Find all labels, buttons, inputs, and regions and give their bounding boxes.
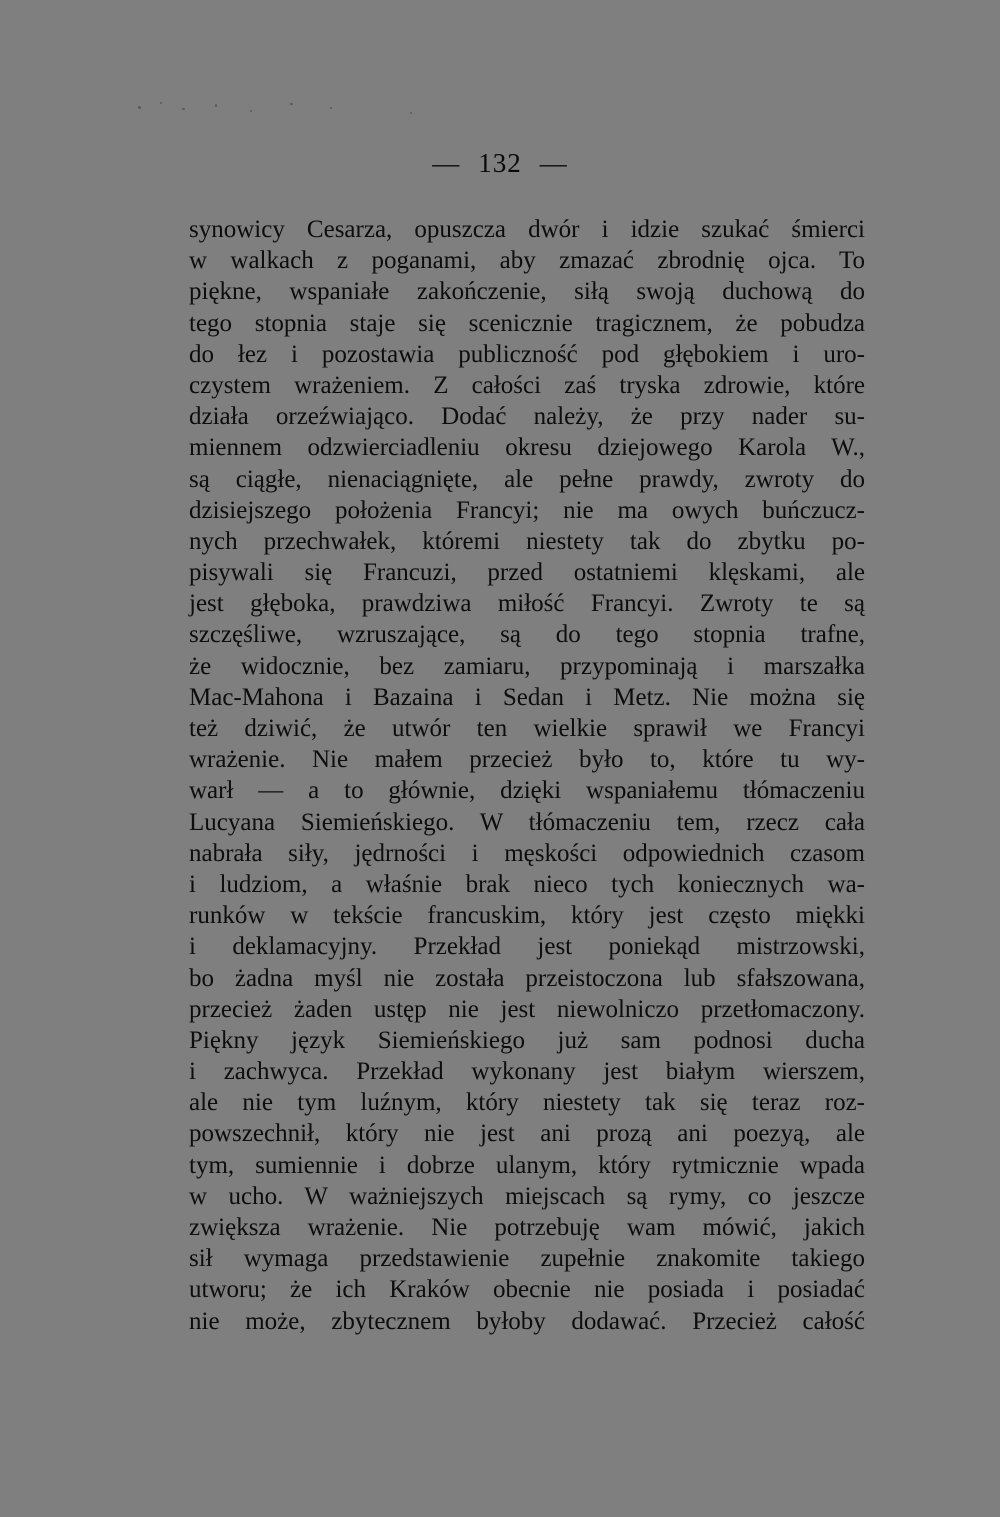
- text-line: sił wymaga przedstawienie zupełnie znakomite takiego: [189, 1245, 865, 1273]
- text-line: przecież żaden ustęp nie jest niewolniczo przetłomaczony.: [189, 995, 865, 1023]
- speck: [410, 112, 412, 114]
- text-line: wrażenie. Nie małem przecież było to, które tu wy-: [189, 746, 865, 774]
- speck: [215, 104, 217, 107]
- text-line: do łez i pozostawia publiczność pod głębokiem i uro-: [189, 340, 865, 368]
- speck: [182, 108, 185, 110]
- text-line: Piękny język Siemieńskiego już sam podnosi ducha: [189, 1026, 865, 1054]
- text-line: jest głęboka, prawdziwa miłość Francyi. Zwroty te są: [189, 590, 865, 618]
- text-line: zwiększa wrażenie. Nie potrzebuję wam mówić, jakich: [189, 1214, 865, 1241]
- text-line: synowicy Cesarza, opuszcza dwór i idzie szukać śmierci: [189, 216, 865, 243]
- text-line: pisywali się Francuzi, przed ostatniemi klęskami, ale: [189, 559, 865, 587]
- text-line: w ucho. W ważniejszych miejscach są rymy, co jeszcze: [189, 1182, 865, 1210]
- text-line: nie może, zbytecznem byłoby dodawać. Przecież całość: [189, 1307, 865, 1335]
- text-line: miennem odzwierciadleniu okresu dziejowego Karola W.,: [189, 434, 865, 462]
- text-line: Lucyana Siemieńskiego. W tłómaczeniu tem, rzecz cała: [189, 808, 865, 836]
- text-line: szczęśliwe, wzruszające, są do tego stopnia trafne,: [189, 621, 865, 649]
- text-line: utworu; że ich Kraków obecnie nie posiada i posiadać: [189, 1276, 865, 1304]
- text-line: bo żadna myśl nie została przeistoczona lub sfałszowana,: [189, 964, 865, 992]
- page-number-dash-right: —: [539, 148, 568, 178]
- text-line: nych przechwałek, któremi niestety tak do zbytku po-: [189, 527, 865, 555]
- text-line: tego stopnia staje się scenicznie tragicznem, że pobudza: [189, 309, 865, 337]
- text-line: runków w tekście francuskim, który jest często miękki: [189, 902, 865, 930]
- text-line: nabrała siły, jędrności i męskości odpowiednich czasom: [189, 839, 865, 867]
- speck: [250, 110, 252, 112]
- text-line: działa orzeźwiająco. Dodać należy, że przy nader su-: [189, 403, 865, 431]
- speck: [290, 103, 293, 105]
- text-line: ale nie tym luźnym, który niestety tak się teraz roz-: [189, 1089, 865, 1117]
- speck: [138, 106, 141, 109]
- page-number: 132: [478, 148, 522, 178]
- text-line: dzisiejszego położenia Francyi; nie ma owych buńczucz-: [189, 496, 865, 524]
- text-line: piękne, wspaniałe zakończenie, siłą swoją duchową do: [189, 278, 865, 306]
- page-number-header: [0, 148, 1000, 179]
- text-line: że widocznie, bez zamiaru, przypominają i marszałka: [189, 652, 865, 680]
- page-number-dash-left: —: [432, 148, 461, 178]
- text-line: są ciągłe, nienaciągnięte, ale pełne prawdy, zwroty do: [189, 465, 865, 493]
- text-line: i zachwyca. Przekład wykonany jest białym wierszem,: [189, 1058, 865, 1086]
- text-line: i ludziom, a właśnie brak nieco tych koniecznych wa-: [189, 870, 865, 898]
- print-specks-decoration: [120, 98, 450, 128]
- body-text: [189, 214, 865, 1337]
- speck: [330, 107, 332, 109]
- text-line: i deklamacyjny. Przekład jest poniekąd mistrzowski,: [189, 933, 865, 961]
- text-line: w walkach z poganami, aby zmazać zbrodnię ojca. To: [189, 247, 865, 275]
- text-line: warł — a to głównie, dzięki wspaniałemu tłómaczeniu: [189, 777, 865, 805]
- text-line: też dziwić, że utwór ten wielkie sprawił we Francyi: [189, 715, 865, 742]
- text-line: powszechnił, który nie jest ani prozą ani poezyą, ale: [189, 1120, 865, 1148]
- text-line: Mac-Mahona i Bazaina i Sedan i Metz. Nie można się: [189, 683, 865, 711]
- text-line: czystem wrażeniem. Z całości zaś tryska zdrowie, które: [189, 371, 865, 399]
- text-line: tym, sumiennie i dobrze ulanym, który rytmicznie wpada: [189, 1151, 865, 1179]
- speck: [160, 102, 162, 104]
